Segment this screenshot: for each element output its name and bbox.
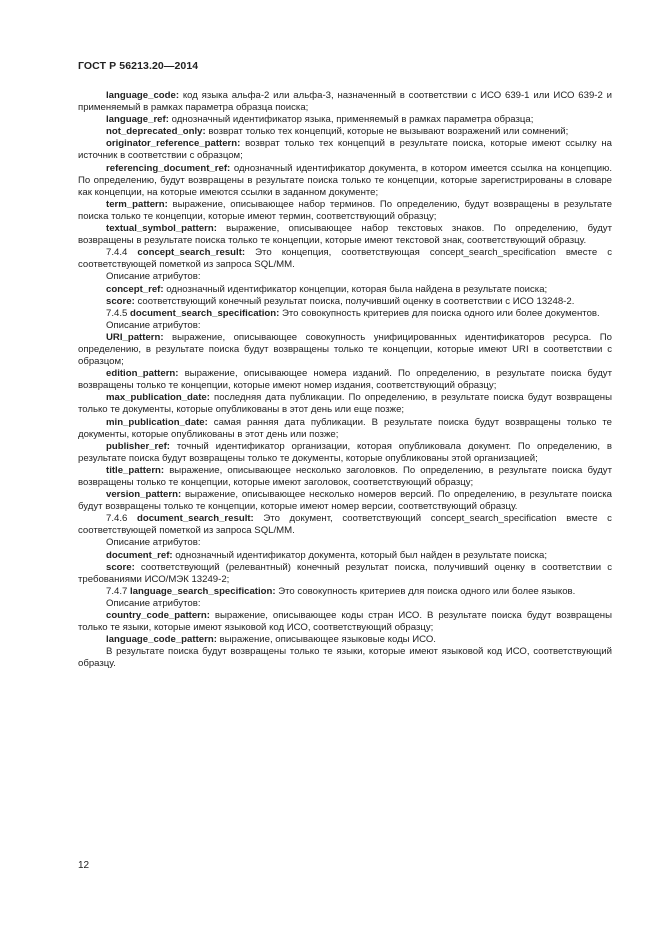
paragraph — [78, 296, 612, 308]
paragraph-text: выражение, описывающее совокупность унифицированных идентификаторов ресурса. По определению, в результате поиска будут возвращены только те концепции, которые имеют URI в соответствии с образцом; — [78, 331, 612, 368]
paragraph-text: Описание атрибутов: — [106, 271, 201, 283]
attribute-term: concept_search_result: — [137, 247, 246, 259]
paragraph — [78, 417, 612, 441]
paragraph — [78, 126, 612, 138]
paragraph — [78, 598, 612, 610]
paragraph-text: Описание атрибутов: — [106, 319, 201, 331]
paragraph — [78, 368, 612, 392]
paragraph-text: однозначный идентификатор документа, который был найден в результате поиска; — [172, 549, 548, 561]
attribute-term: country_code_pattern: — [106, 610, 210, 622]
paragraph — [78, 271, 612, 283]
attribute-term: document_ref: — [106, 549, 173, 561]
paragraph — [78, 634, 612, 646]
attribute-term: language_code: — [106, 90, 180, 101]
paragraph — [78, 441, 612, 465]
paragraph-text: выражение, описывающее несколько заголовков. По определению, в результате поиска будут возвращены только те концепции, которые имеют заголовок, соответствующий образцу; — [78, 464, 612, 488]
paragraph — [78, 284, 612, 296]
document-body — [78, 90, 612, 671]
paragraph — [78, 646, 612, 670]
attribute-term: document_search_specification: — [130, 307, 280, 319]
paragraph — [78, 247, 612, 271]
section-number: 7.4.5 — [106, 307, 131, 319]
page-number: 12 — [78, 860, 90, 871]
attribute-term: term_pattern: — [106, 198, 168, 210]
paragraph — [78, 138, 612, 162]
paragraph — [78, 550, 612, 562]
attribute-term: language_ref: — [106, 114, 169, 126]
paragraph — [78, 223, 612, 247]
attribute-term: score: — [106, 561, 135, 573]
paragraph — [78, 586, 612, 598]
paragraph-text: самая ранняя дата публикации. В результате поиска будут возвращены только те документы, которые опубликованы в этот день или позже; — [78, 416, 612, 440]
attribute-term: language_code_pattern: — [106, 634, 217, 646]
attribute-term: referencing_document_ref: — [106, 162, 231, 174]
paragraph — [78, 537, 612, 549]
attribute-term: URI_pattern: — [106, 331, 164, 343]
paragraph — [78, 332, 612, 368]
paragraph — [78, 562, 612, 586]
paragraph-text: код языка альфа-2 или альфа-3, назначенный в соответствии с ИСО 639-1 или ИСО 639-2 и применяемый в рамках параметра образца поиска; — [78, 90, 612, 114]
attribute-term: publisher_ref: — [106, 440, 170, 452]
attribute-term: edition_pattern: — [106, 368, 179, 380]
paragraph-text: последняя дата публикации. По определению, в результате поиска будут возвращены только те документы, которые опубликованы в этот день или еще позже; — [78, 392, 612, 416]
attribute-term: not_deprecated_only: — [106, 126, 206, 138]
paragraph — [78, 163, 612, 199]
paragraph-text: соответствующий конечный результат поиска, получивший оценку в соответствии с ИСО 13248-2. — [134, 295, 575, 307]
paragraph-text: Это документ, соответствующий concept_search_specification вместе с соответствующей пометкой из запроса SQL/MM. — [78, 513, 612, 537]
paragraph — [78, 199, 612, 223]
paragraph-text: выражение, описывающее номера изданий. По определению, в результате поиска будут возвращены только те концепции, которые имеют номер издания, соответствующий образцу; — [78, 368, 612, 392]
paragraph-text: Описание атрибутов: — [106, 537, 201, 549]
paragraph-text: выражение, описывающее набор текстовых знаков. По определению, будут возвращены в результате поиска только те концепции, которые имеют текстовой знак, соответствующий образцу. — [78, 223, 612, 247]
paragraph-text: Это совокупность критериев для поиска одного или более языков. — [275, 585, 576, 597]
paragraph-text: однозначный идентификатор документа, в котором имеется ссылка на концепцию. По определению, будут возвращены в результате поиска только те концепции, которые зарегистрированы в словаре как концепции, на которые имеются ссылки в заданном документе; — [78, 162, 612, 198]
attribute-term: title_pattern: — [106, 464, 165, 476]
paragraph-text: возврат только тех концепций, которые не вызывают возражений или сомнений; — [205, 126, 569, 138]
attribute-term: originator_reference_pattern: — [106, 138, 241, 150]
paragraph-text: выражение, описывающее несколько номеров версий. По определению, в результате поиска будут возвращены только те концепции, которые имеют номер версии, соответствующий образцу. — [78, 489, 612, 513]
paragraph-text: однозначный идентификатор языка, применяемый в рамках параметра образца; — [168, 114, 534, 126]
attribute-term: score: — [106, 295, 135, 307]
paragraph — [78, 308, 612, 320]
paragraph-text: выражение, описывающее набор терминов. По определению, будут возвращены в результате поиска только те концепции, которые имеют термин, соответствующий образцу; — [78, 198, 612, 222]
attribute-term: version_pattern: — [106, 489, 182, 501]
section-number: 7.4.7 — [106, 585, 131, 597]
paragraph — [78, 320, 612, 332]
attribute-term: concept_ref: — [106, 283, 164, 295]
attribute-term: max_publication_date: — [106, 392, 210, 404]
paragraph-text: однозначный идентификатор концепции, которая была найдена в результате поиска; — [163, 283, 548, 295]
attribute-term: document_search_result: — [136, 513, 254, 525]
paragraph — [78, 513, 612, 537]
attribute-term: min_publication_date: — [106, 416, 208, 428]
paragraph-text: выражение, описывающее языковые коды ИСО. — [216, 634, 436, 646]
paragraph — [78, 465, 612, 489]
paragraph-text: В результате поиска будут возвращены только те языки, которые имеют языковой код ИСО, соответствующий образцу. — [78, 646, 612, 670]
paragraph — [78, 90, 612, 114]
section-number: 7.4.4 — [106, 247, 138, 259]
section-number: 7.4.6 — [106, 513, 137, 525]
paragraph-text: выражение, описывающее коды стран ИСО. В результате поиска будут возвращены только те языки, которые имеют языковой код ИСО, соответствующий образцу; — [78, 610, 612, 634]
paragraph — [78, 392, 612, 416]
paragraph-text: Описание атрибутов: — [106, 597, 201, 609]
attribute-term: language_search_specification: — [130, 585, 276, 597]
paragraph — [78, 489, 612, 513]
paragraph-text: соответствующий (релевантный) конечный результат поиска, получивший оценку в соответствии с требованиями ИСО/МЭК 13249-2; — [78, 561, 612, 585]
attribute-term: textual_symbol_pattern: — [106, 223, 217, 235]
paragraph — [78, 114, 612, 126]
paragraph-text: возврат только тех концепций в результате поиска, которые имеют ссылку на источник в соответствии с образцом; — [78, 138, 612, 162]
paragraph-text: Это совокупность критериев для поиска одного или более документов. — [279, 307, 600, 319]
paragraph-text: точный идентификатор организации, которая опубликовала документ. По определению, в результате поиска будут возвращены только те документы, которые опубликованы этой организацией; — [78, 440, 612, 464]
paragraph-text: Это концепция, соответствующая concept_search_specification вместе с соответствующей пометкой из запроса SQL/MM. — [78, 247, 612, 271]
paragraph — [78, 610, 612, 634]
document-header: ГОСТ Р 56213.20—2014 — [78, 60, 199, 72]
